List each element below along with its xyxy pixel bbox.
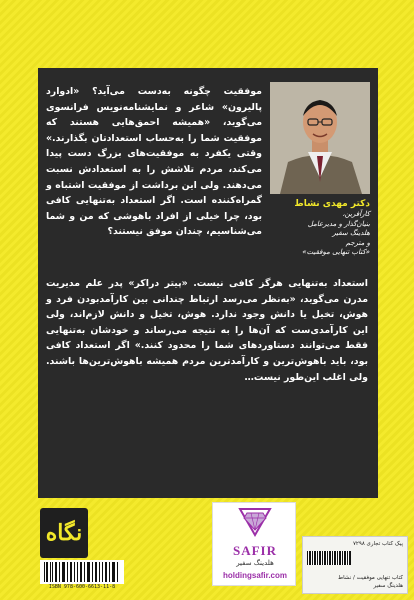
- sticker-line: هلدینگ سفیر: [373, 583, 403, 589]
- author-photo: [270, 82, 370, 194]
- author-line: بنیان‌گذار و مدیرعامل: [307, 219, 370, 228]
- publisher-logo-text: نگاه: [45, 520, 83, 546]
- sticker-line: پیک کتاب تجاری ۷۲۹۸: [352, 541, 403, 547]
- safir-logo: [212, 502, 296, 586]
- publisher-logo: [40, 508, 88, 558]
- diamond-icon: [237, 505, 273, 541]
- author-info: [252, 198, 370, 258]
- isbn-barcode: [40, 560, 124, 584]
- barcode-icon: [40, 560, 124, 584]
- author-line: و مترجم: [345, 238, 370, 247]
- isbn-number: ISBN 978-600-6613-11-8: [48, 584, 116, 590]
- safir-name-fa: هلدینگ سفیر: [236, 559, 274, 567]
- body-paragraph-1: [46, 84, 262, 240]
- safir-name: SAFIR: [232, 543, 277, 558]
- author-line: «کتاب تنهایی موفقیت»: [302, 248, 370, 256]
- safir-url: holdingsafir.com: [222, 571, 287, 580]
- author-line: کارآفرین،: [342, 210, 370, 218]
- sticker-barcode-icon: [307, 551, 351, 565]
- content-panel: [38, 68, 378, 498]
- body-paragraph-2: [46, 276, 368, 385]
- paragraph-text: استعداد به‌تنهایی هرگز کافی نیست. «پیتر دراکر» پدر علم مدیریت مدرن می‌گوید، «به‌نظر می‌رسد ارتباط چندانی بین کارآمدبودن فرد و هوش، تخیل یا دانش وجود ندارد. هوش، تخیل و دانش لازم‌اند، ولی این کارآمدی‌ست که آن‌ها را به نتیجه می‌رساند و خودشان به‌تنهایی فقط می‌توانند دستاوردهای شما را محدود کنند.» اگر استعداد کافی بود، باید باهوش‌ترین و کارآمدترین مردم همیشه باهوش‌ترین‌ها باشند. ولی اغلب این‌طور نیست…: [46, 278, 368, 383]
- author-portrait-image: [270, 82, 370, 194]
- price-sticker: [302, 536, 408, 594]
- sticker-line: کتاب تنهایی موفقیت / نشاط: [338, 575, 403, 581]
- paragraph-text: موفقیت چگونه به‌دست می‌آید؟ «ادوارد پالیرون» شاعر و نمایشنامه‌نویس فرانسوی می‌گوید، «همیشه احمق‌هایی هستند که موفقیت شما را به‌حساب استعدادتان بگذارند.» وقتی یکفرد به موفقیت‌های بزرگ دست پیدا می‌کند، مردم تلاشش را به استعدادش نسبت می‌دهند. ولی این برداشت از موفقیت اشتباه و گمراه‌کننده است. اگر استعداد به‌تنهایی کافی بود، چرا خیلی از افراد باهوشی که من و شما می‌شناسیم، چندان موفق نیستند؟: [46, 86, 262, 238]
- author-name: دکتر مهدی نشاط: [294, 199, 370, 209]
- author-line: هلدینگ سفیر: [332, 229, 370, 237]
